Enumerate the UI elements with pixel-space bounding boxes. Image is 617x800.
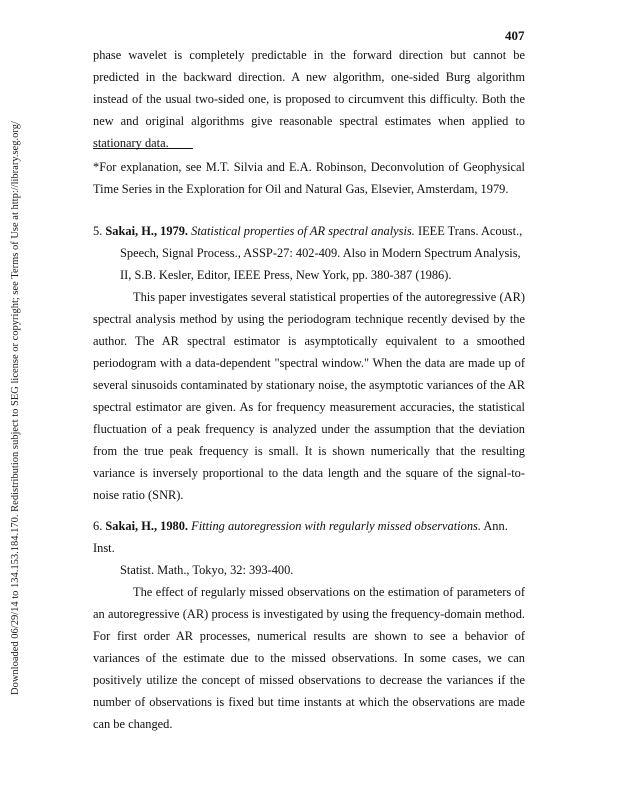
download-notice: Downloaded 06/29/14 to 134.153.184.170. Redistribution subject to SEG license or copyright; see Terms of Use at http://library.seg.org/ <box>10 121 21 695</box>
footnote-divider <box>93 148 193 149</box>
citation-continuation: II, S.B. Kesler, Editor, IEEE Press, New York, pp. 380-387 (1986). <box>120 268 452 282</box>
entry-abstract: This paper investigates several statistical properties of the autoregressive (AR) spectral analysis method by using the periodogram technique recently devised by the author. The AR spectral estimator is asymptotically equivalent to a smoothed periodogram with a data-dependent "spectral window." When the data are made up of several sinusoids contaminated by stationary noise, the asymptotic variances of the AR spectral estimator are given. As for frequency measurement accuracies, the statistical fluctuation of a peak frequency is analyzed under the assumption that the deviation from the true peak frequency is small. It is shown numerically that the resulting variance is inversely proportional to the data length and the square of the signal-to-noise ratio (SNR). <box>93 290 525 502</box>
citation-line <box>93 220 525 242</box>
entry-source: Ann. Inst. <box>93 519 508 555</box>
intro-paragraph: phase wavelet is completely predictable in the forward direction but cannot be predicted in the backward direction. A new algorithm, one-sided Burg algorithm instead of the usual two-sided one, is proposed to circumvent this difficulty. Both the new and original algorithms give reasonable spectral estimates when applied to stationary data. <box>93 48 525 150</box>
reference-entry-6 <box>93 515 525 735</box>
entry-abstract: The effect of regularly missed observations on the estimation of parameters of an autoregressive (AR) process is investigated by using the frequency-domain method. For first order AR processes, numerical results are shown to see a behavior of variances of the estimate due to the missed observations. In some cases, we can positively utilize the concept of missed observations to decrease the variances if the number of observations is fixed but time instants at which the observations are made can be changed. <box>93 585 525 731</box>
citation-line <box>93 515 525 559</box>
entry-title: Fitting autoregression with regularly missed observations. <box>191 519 481 533</box>
footnote: *For explanation, see M.T. Silvia and E.A. Robinson, Deconvolution of Geophysical Time Series in the Exploration for Oil and Natural Gas, Elsevier, Amsterdam, 1979. <box>93 160 525 196</box>
citation-continuation: Speech, Signal Process., ASSP-27: 402-409. Also in Modern Spectrum Analysis, <box>120 246 521 260</box>
entry-number: 5. <box>93 224 103 238</box>
page-number: 407 <box>505 28 525 43</box>
entry-author: Sakai, H., 1979. <box>105 224 189 238</box>
reference-entry-5 <box>93 220 525 506</box>
entry-number: 6. <box>93 519 103 533</box>
entry-author: Sakai, H., 1980. <box>105 519 189 533</box>
entry-source: IEEE Trans. Acoust., <box>417 224 523 238</box>
entry-title: Statistical properties of AR spectral analysis. <box>191 224 415 238</box>
citation-continuation: Statist. Math., Tokyo, 32: 393-400. <box>120 563 294 577</box>
